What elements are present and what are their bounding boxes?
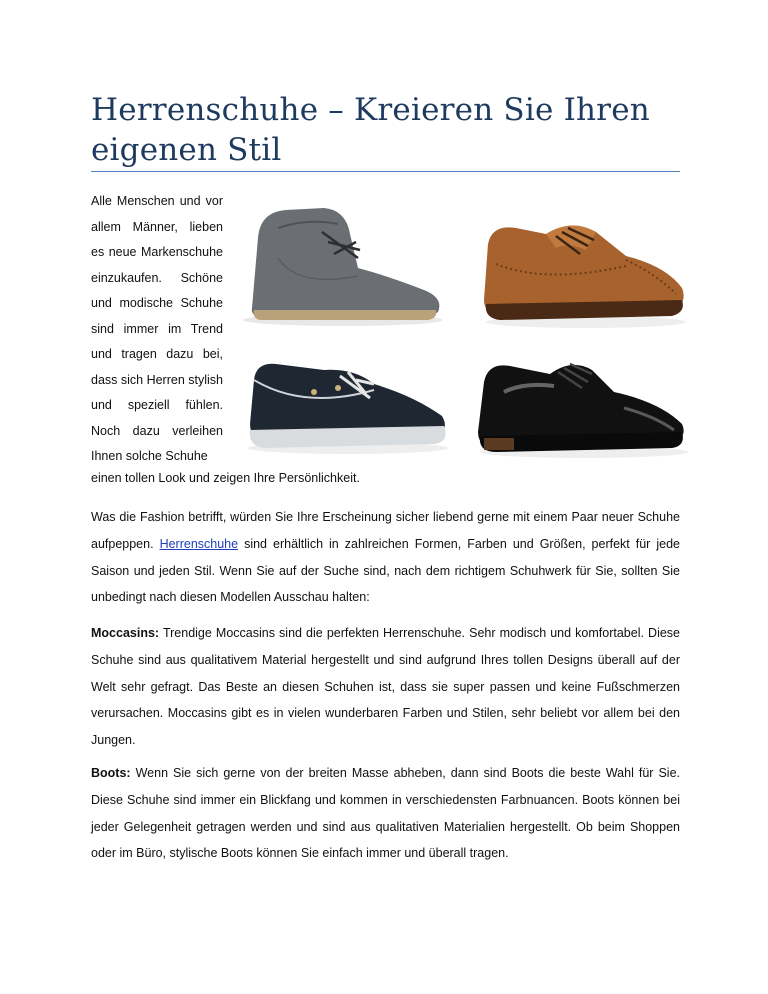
brown-brogue-shoe-image [476,204,690,330]
black-oxford-shoe-image [474,352,690,460]
moccasins-paragraph [91,620,680,754]
fashion-text-start: Was die Fashion betrifft, würden Sie Ihre Erscheinung sicher liebend gerne mit einem Paar neuer Schuhe aufpeppen. [91,510,680,551]
boots-text: Wenn Sie sich gerne von der breiten Masse abheben, dann sind Boots die beste Wahl für Sie. Diese Schuhe sind immer ein Blickfang und kommen in verschiedensten Farbnuancen. Boots können bei jeder Gelegenheit getragen werden und sind aus qualitativen Materialien hergestellt. Ob beim Shoppen oder im Büro, stylische Boots können Sie einfach immer und überall tragen. [91,766,680,861]
grey-suede-desert-boot-image [238,198,450,330]
intro-paragraph: Alle Menschen und vor allem Männer, lieben es neue Markenschuhe einzukaufen. Schöne und modische Schuhe sind immer im Trend und tragen dazu bei, dass sich Herren stylish und speziell fühlen. Noch dazu verleihen Ihnen solche Schuhe [91,194,223,463]
fashion-paragraph [91,504,680,611]
boots-paragraph [91,760,680,867]
page-title: Herrenschuhe – Kreieren Sie Ihren eigenen Stil [91,92,650,168]
boots-label: Boots: [91,766,131,780]
intro-paragraph-end: einen tollen Look und zeigen Ihre Persönlichkeit. [91,471,360,485]
title-divider [91,171,680,172]
moccasins-label: Moccasins: [91,626,160,640]
moccasins-text: Trendige Moccasins sind die perfekten Herrenschuhe. Sehr modisch und komfortabel. Diese Schuhe sind aus qualitativem Material hergestellt und sind aufgrund Ihres tollen Designs überall auf der Welt sehr gefragt. Das Beste an diesen Schuhen ist, dass sie super passen und keine Fußschmerzen verursachen. Moccasins gibt es in vielen wunderbaren Farben und Stilen, sehr beliebt vor allem bei den Jungen. [91,626,680,748]
navy-boat-shoe-image [244,350,452,456]
fashion-text-end: sind erhältlich in zahlreichen Formen, Farben und Größen, perfekt für jede Saison und jeden Stil. Wenn Sie auf der Suche sind, nach dem richtigem Schuhwerk für Sie, sollten Sie unbedingt nach diesen Modellen Ausschau halten: [91,536,680,605]
herrenschuhe-link[interactable]: Herrenschuhe [159,536,239,551]
